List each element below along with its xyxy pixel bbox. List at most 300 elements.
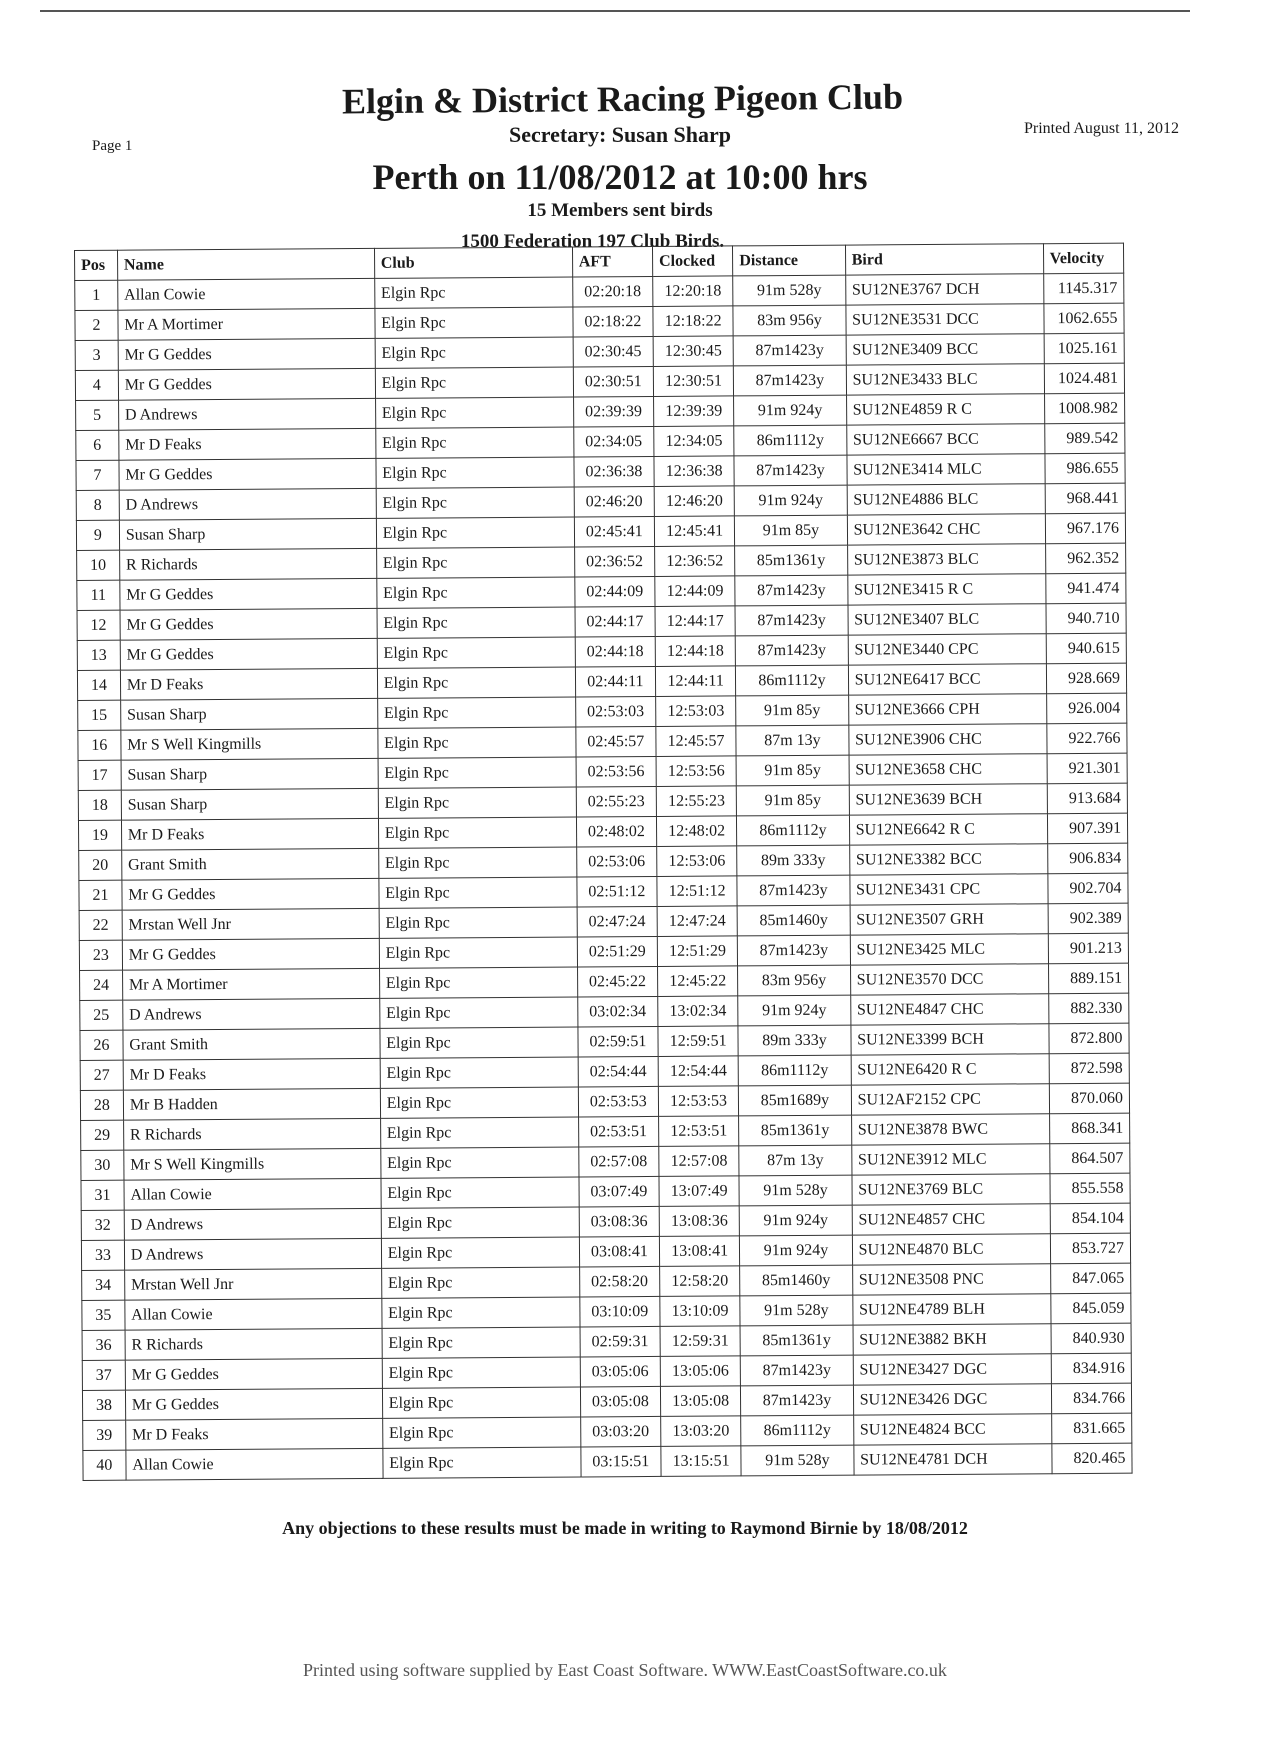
cell-distance: 85m1361y [740, 1325, 853, 1356]
cell-clocked: 12:46:20 [654, 486, 734, 517]
cell-name: Mr G Geddes [122, 938, 379, 970]
cell-pos: 38 [82, 1390, 125, 1420]
cell-aft: 02:46:20 [574, 486, 654, 517]
cell-bird: SU12NE3882 BKH [853, 1324, 1051, 1355]
cell-clocked: 12:54:44 [658, 1056, 738, 1087]
cell-distance: 87m1423y [740, 1355, 853, 1386]
cell-clocked: 12:53:56 [656, 756, 736, 787]
cell-name: Mr A Mortimer [122, 968, 379, 1000]
cell-aft: 02:39:39 [573, 396, 653, 427]
printed-date: Printed August 11, 2012 [1024, 120, 1179, 137]
cell-name: Susan Sharp [119, 518, 376, 550]
cell-aft: 02:58:20 [579, 1266, 659, 1297]
cell-pos: 40 [83, 1450, 126, 1480]
cell-pos: 7 [76, 460, 119, 490]
cell-aft: 03:10:09 [580, 1296, 660, 1327]
objections-notice: Any objections to these results must be made in writing to Raymond Birnie by 18/08/2012 [282, 1518, 968, 1538]
column-header-club: Club [374, 247, 572, 278]
cell-distance: 91m 528y [740, 1295, 853, 1326]
cell-club: Elgin Rpc [376, 457, 574, 488]
cell-name: Mr G Geddes [125, 1388, 382, 1420]
cell-aft: 02:53:51 [578, 1116, 658, 1147]
cell-bird: SU12NE6420 R C [851, 1054, 1049, 1085]
cell-clocked: 12:51:12 [657, 876, 737, 907]
column-header-name: Name [117, 248, 374, 280]
cell-club: Elgin Rpc [382, 1327, 580, 1358]
cell-velocity: 941.474 [1045, 573, 1126, 604]
cell-name: Mr G Geddes [120, 638, 377, 670]
cell-name: Mr G Geddes [118, 368, 375, 400]
cell-name: Mrstan Well Jnr [124, 1268, 381, 1300]
cell-velocity: 928.669 [1046, 663, 1127, 694]
cell-pos: 3 [75, 340, 118, 370]
cell-velocity: 845.059 [1050, 1293, 1131, 1324]
cell-club: Elgin Rpc [379, 907, 577, 938]
software-credit: Printed using software supplied by East Coast Software. WWW.EastCoastSoftware.co.uk [303, 1660, 947, 1680]
cell-bird: SU12NE4824 BCC [853, 1414, 1051, 1445]
cell-pos: 19 [78, 820, 121, 850]
cell-clocked: 12:34:05 [654, 426, 734, 457]
cell-velocity: 870.060 [1049, 1083, 1130, 1114]
cell-bird: SU12NE3769 BLC [852, 1174, 1050, 1205]
cell-club: Elgin Rpc [376, 517, 574, 548]
cell-club: Elgin Rpc [381, 1207, 579, 1238]
cell-bird: SU12NE6417 BCC [848, 664, 1046, 695]
cell-clocked: 12:20:18 [653, 276, 733, 307]
cell-name: Mr G Geddes [120, 578, 377, 610]
cell-bird: SU12NE3570 DCC [850, 964, 1048, 995]
cell-velocity: 847.065 [1050, 1263, 1131, 1294]
results-table [74, 243, 1133, 1481]
cell-velocity: 1025.161 [1044, 333, 1125, 364]
cell-aft: 02:30:51 [573, 366, 653, 397]
cell-aft: 02:51:29 [577, 936, 657, 967]
cell-aft: 02:45:57 [576, 726, 656, 757]
cell-name: D Andrews [118, 398, 375, 430]
cell-aft: 02:48:02 [576, 816, 656, 847]
cell-clocked: 12:53:51 [659, 1116, 739, 1147]
cell-name: Mr G Geddes [122, 878, 379, 910]
cell-bird: SU12NE6667 BCC [846, 424, 1044, 455]
cell-club: Elgin Rpc [377, 667, 575, 698]
cell-pos: 16 [78, 730, 121, 760]
cell-distance: 91m 528y [733, 275, 846, 306]
cell-clocked: 12:36:38 [654, 456, 734, 487]
cell-bird: SU12NE3426 DGC [853, 1384, 1051, 1415]
cell-pos: 26 [80, 1030, 123, 1060]
cell-clocked: 13:10:09 [660, 1296, 740, 1327]
cell-name: R Richards [123, 1118, 380, 1150]
cell-velocity: 921.301 [1047, 753, 1128, 784]
cell-aft: 03:05:06 [580, 1356, 660, 1387]
cell-name: Mr S Well Kingmills [124, 1148, 381, 1180]
cell-clocked: 12:55:23 [656, 786, 736, 817]
cell-pos: 6 [76, 430, 119, 460]
cell-velocity: 902.389 [1048, 903, 1129, 934]
cell-distance: 87m 13y [736, 725, 849, 756]
cell-club: Elgin Rpc [381, 1267, 579, 1298]
cell-club: Elgin Rpc [378, 847, 576, 878]
cell-bird: SU12NE4847 CHC [850, 994, 1048, 1025]
cell-bird: SU12NE3878 BWC [851, 1114, 1049, 1145]
cell-clocked: 12:18:22 [653, 306, 733, 337]
cell-pos: 5 [76, 400, 119, 430]
cell-pos: 34 [82, 1270, 125, 1300]
cell-club: Elgin Rpc [382, 1387, 580, 1418]
cell-clocked: 13:03:20 [661, 1416, 741, 1447]
cell-club: Elgin Rpc [383, 1447, 581, 1478]
cell-name: Allan Cowie [126, 1448, 383, 1480]
cell-club: Elgin Rpc [377, 607, 575, 638]
top-rule [40, 10, 1190, 12]
cell-velocity: 986.655 [1045, 453, 1126, 484]
cell-clocked: 13:02:34 [658, 996, 738, 1027]
cell-clocked: 12:44:11 [655, 666, 735, 697]
club-title: Elgin & District Racing Pigeon Club [341, 76, 904, 122]
cell-distance: 83m 956y [738, 965, 851, 996]
cell-aft: 02:20:18 [572, 276, 652, 307]
column-header-clocked: Clocked [652, 246, 732, 277]
cell-aft: 02:44:11 [575, 666, 655, 697]
cell-velocity: 913.684 [1047, 783, 1128, 814]
cell-velocity: 834.916 [1051, 1353, 1132, 1384]
cell-clocked: 13:08:36 [659, 1206, 739, 1237]
cell-pos: 27 [80, 1060, 123, 1090]
cell-clocked: 12:45:57 [656, 726, 736, 757]
cell-velocity: 962.352 [1045, 543, 1126, 574]
cell-name: Mr D Feaks [119, 428, 376, 460]
cell-club: Elgin Rpc [375, 427, 573, 458]
cell-club: Elgin Rpc [380, 1087, 578, 1118]
cell-clocked: 12:39:39 [654, 396, 734, 427]
cell-aft: 02:53:53 [578, 1086, 658, 1117]
cell-pos: 20 [79, 850, 122, 880]
cell-club: Elgin Rpc [378, 757, 576, 788]
cell-club: Elgin Rpc [375, 307, 573, 338]
cell-clocked: 13:07:49 [659, 1176, 739, 1207]
cell-bird: SU12NE3399 BCH [851, 1024, 1049, 1055]
cell-pos: 13 [77, 640, 120, 670]
cell-velocity: 820.465 [1052, 1443, 1133, 1474]
cell-name: Mr D Feaks [120, 668, 377, 700]
cell-club: Elgin Rpc [379, 937, 577, 968]
cell-pos: 8 [76, 490, 119, 520]
race-title: Perth on 11/08/2012 at 10:00 hrs [372, 157, 868, 197]
cell-distance: 86m1112y [734, 425, 847, 456]
cell-velocity: 854.104 [1050, 1203, 1131, 1234]
cell-clocked: 12:36:52 [655, 546, 735, 577]
cell-distance: 87m1423y [741, 1385, 854, 1416]
cell-aft: 03:05:08 [580, 1386, 660, 1417]
cell-aft: 02:45:41 [574, 516, 654, 547]
cell-bird: SU12NE3906 CHC [848, 724, 1046, 755]
cell-aft: 02:55:23 [576, 786, 656, 817]
cell-bird: SU12NE4886 BLC [847, 484, 1045, 515]
cell-pos: 33 [81, 1240, 124, 1270]
cell-velocity: 864.507 [1049, 1143, 1130, 1174]
cell-distance: 87m1423y [735, 635, 848, 666]
cell-pos: 2 [75, 310, 118, 340]
cell-club: Elgin Rpc [375, 337, 573, 368]
cell-aft: 03:02:34 [577, 996, 657, 1027]
cell-clocked: 12:44:18 [655, 636, 735, 667]
cell-distance: 87m1423y [734, 455, 847, 486]
cell-velocity: 882.330 [1048, 993, 1129, 1024]
cell-name: Allan Cowie [118, 278, 375, 310]
cell-name: Mr D Feaks [121, 818, 378, 850]
cell-club: Elgin Rpc [379, 997, 577, 1028]
cell-distance: 91m 85y [736, 695, 849, 726]
cell-club: Elgin Rpc [375, 397, 573, 428]
cell-aft: 02:51:12 [577, 876, 657, 907]
cell-aft: 02:36:38 [574, 456, 654, 487]
cell-aft: 02:53:03 [575, 696, 655, 727]
cell-aft: 02:57:08 [578, 1146, 658, 1177]
cell-bird: SU12NE3508 PNC [852, 1264, 1050, 1295]
cell-pos: 37 [82, 1360, 125, 1390]
cell-distance: 91m 528y [741, 1445, 854, 1476]
cell-distance: 85m1361y [739, 1115, 852, 1146]
cell-club: Elgin Rpc [380, 1057, 578, 1088]
cell-clocked: 12:51:29 [657, 936, 737, 967]
cell-distance: 85m1361y [735, 545, 848, 576]
cell-pos: 17 [78, 760, 121, 790]
cell-pos: 30 [81, 1150, 124, 1180]
cell-aft: 02:44:18 [575, 636, 655, 667]
cell-bird: SU12NE6642 R C [849, 814, 1047, 845]
cell-clocked: 12:44:09 [655, 576, 735, 607]
cell-bird: SU12NE4789 BLH [852, 1294, 1050, 1325]
cell-name: R Richards [119, 548, 376, 580]
cell-velocity: 922.766 [1046, 723, 1127, 754]
cell-velocity: 940.615 [1046, 633, 1127, 664]
cell-pos: 1 [75, 280, 118, 310]
cell-name: Mr G Geddes [125, 1358, 382, 1390]
cell-name: Susan Sharp [120, 698, 377, 730]
cell-name: Mr G Geddes [120, 608, 377, 640]
column-header-distance: Distance [733, 245, 846, 276]
cell-distance: 87m1423y [738, 935, 851, 966]
cell-clocked: 13:08:41 [659, 1236, 739, 1267]
cell-pos: 25 [80, 1000, 123, 1030]
cell-aft: 03:08:36 [579, 1206, 659, 1237]
column-header-bird: Bird [845, 244, 1043, 275]
cell-name: Mr D Feaks [125, 1418, 382, 1450]
cell-velocity: 831.665 [1051, 1413, 1132, 1444]
cell-aft: 03:08:41 [579, 1236, 659, 1267]
cell-pos: 31 [81, 1180, 124, 1210]
cell-pos: 28 [80, 1090, 123, 1120]
cell-pos: 12 [77, 610, 120, 640]
cell-name: Mr G Geddes [118, 338, 375, 370]
cell-velocity: 926.004 [1046, 693, 1127, 724]
cell-bird: SU12NE4781 DCH [854, 1444, 1052, 1475]
cell-clocked: 13:15:51 [661, 1446, 741, 1477]
cell-aft: 02:53:56 [576, 756, 656, 787]
cell-name: Mr B Hadden [123, 1088, 380, 1120]
cell-pos: 18 [78, 790, 121, 820]
cell-pos: 35 [82, 1300, 125, 1330]
cell-clocked: 13:05:06 [660, 1356, 740, 1387]
cell-distance: 87m 13y [739, 1145, 852, 1176]
cell-aft: 03:15:51 [581, 1446, 661, 1477]
cell-name: D Andrews [124, 1238, 381, 1270]
cell-distance: 91m 924y [738, 995, 851, 1026]
cell-club: Elgin Rpc [377, 577, 575, 608]
cell-aft: 03:07:49 [579, 1176, 659, 1207]
page-number: Page 1 [92, 138, 133, 154]
table-row [83, 1443, 1132, 1480]
column-header-velocity: Velocity [1043, 243, 1124, 274]
cell-club: Elgin Rpc [382, 1297, 580, 1328]
cell-aft: 02:45:22 [577, 966, 657, 997]
cell-aft: 03:03:20 [580, 1416, 660, 1447]
members-sent: 15 Members sent birds [527, 200, 713, 221]
cell-velocity: 868.341 [1049, 1113, 1130, 1144]
cell-bird: SU12NE3767 DCH [845, 274, 1043, 305]
cell-name: Allan Cowie [125, 1298, 382, 1330]
cell-velocity: 853.727 [1050, 1233, 1131, 1264]
cell-velocity: 967.176 [1045, 513, 1126, 544]
cell-aft: 02:30:45 [573, 336, 653, 367]
cell-pos: 22 [79, 910, 122, 940]
cell-velocity: 906.834 [1047, 843, 1128, 874]
cell-distance: 91m 85y [735, 515, 848, 546]
cell-bird: SU12NE3431 CPC [850, 874, 1048, 905]
cell-distance: 86m1112y [738, 1055, 851, 1086]
cell-club: Elgin Rpc [378, 817, 576, 848]
cell-clocked: 12:58:20 [660, 1266, 740, 1297]
cell-pos: 24 [80, 970, 123, 1000]
cell-bird: SU12NE3666 CPH [848, 694, 1046, 725]
cell-aft: 02:59:51 [578, 1026, 658, 1057]
cell-bird: SU12NE3642 CHC [847, 514, 1045, 545]
cell-clocked: 12:45:22 [658, 966, 738, 997]
cell-aft: 02:34:05 [573, 426, 653, 457]
cell-clocked: 12:30:51 [653, 366, 733, 397]
cell-aft: 02:44:09 [575, 576, 655, 607]
cell-velocity: 872.598 [1049, 1053, 1130, 1084]
cell-aft: 02:44:17 [575, 606, 655, 637]
cell-club: Elgin Rpc [380, 1147, 578, 1178]
cell-distance: 91m 924y [734, 395, 847, 426]
column-header-pos: Pos [75, 250, 118, 280]
cell-club: Elgin Rpc [376, 487, 574, 518]
cell-club: Elgin Rpc [379, 967, 577, 998]
cell-pos: 11 [77, 580, 120, 610]
cell-velocity: 1008.982 [1044, 393, 1125, 424]
cell-club: Elgin Rpc [381, 1237, 579, 1268]
cell-bird: SU12NE3658 CHC [849, 754, 1047, 785]
cell-velocity: 840.930 [1051, 1323, 1132, 1354]
cell-distance: 91m 924y [734, 485, 847, 516]
cell-club: Elgin Rpc [376, 547, 574, 578]
cell-clocked: 12:53:53 [658, 1086, 738, 1117]
cell-pos: 29 [81, 1120, 124, 1150]
cell-pos: 14 [77, 670, 120, 700]
cell-name: R Richards [125, 1328, 382, 1360]
cell-name: Grant Smith [123, 1028, 380, 1060]
cell-distance: 91m 528y [739, 1175, 852, 1206]
cell-pos: 15 [78, 700, 121, 730]
cell-velocity: 968.441 [1045, 483, 1126, 514]
cell-name: D Andrews [124, 1208, 381, 1240]
cell-name: D Andrews [123, 998, 380, 1030]
cell-bird: SU12NE3873 BLC [847, 544, 1045, 575]
cell-clocked: 12:53:03 [656, 696, 736, 727]
federation-info: 1500 Federation 197 Club Birds. [460, 231, 725, 252]
cell-velocity: 855.558 [1050, 1173, 1131, 1204]
cell-name: Mr S Well Kingmills [121, 728, 378, 760]
cell-velocity: 1062.655 [1044, 303, 1125, 334]
cell-bird: SU12NE3639 BCH [849, 784, 1047, 815]
cell-distance: 87m1423y [737, 875, 850, 906]
cell-distance: 85m1460y [740, 1265, 853, 1296]
cell-name: Mr D Feaks [123, 1058, 380, 1090]
cell-distance: 83m 956y [733, 305, 846, 336]
cell-pos: 10 [77, 550, 120, 580]
cell-club: Elgin Rpc [378, 787, 576, 818]
results-body [75, 273, 1132, 1480]
cell-club: Elgin Rpc [382, 1357, 580, 1388]
cell-velocity: 901.213 [1048, 933, 1129, 964]
cell-bird: SU12NE3427 DGC [853, 1354, 1051, 1385]
cell-velocity: 907.391 [1047, 813, 1128, 844]
cell-velocity: 940.710 [1046, 603, 1127, 634]
cell-club: Elgin Rpc [377, 637, 575, 668]
cell-distance: 86m1112y [737, 815, 850, 846]
cell-aft: 02:36:52 [574, 546, 654, 577]
cell-bird: SU12NE3531 DCC [846, 304, 1044, 335]
cell-bird: SU12NE3507 GRH [850, 904, 1048, 935]
cell-distance: 86m1112y [741, 1415, 854, 1446]
cell-clocked: 12:48:02 [656, 816, 736, 847]
cell-distance: 85m1460y [737, 905, 850, 936]
cell-velocity: 872.800 [1049, 1023, 1130, 1054]
cell-distance: 91m 85y [737, 785, 850, 816]
cell-distance: 85m1689y [739, 1085, 852, 1116]
cell-clocked: 12:53:06 [657, 846, 737, 877]
cell-club: Elgin Rpc [381, 1177, 579, 1208]
cell-name: Grant Smith [122, 848, 379, 880]
cell-club: Elgin Rpc [379, 877, 577, 908]
cell-club: Elgin Rpc [378, 727, 576, 758]
cell-bird: SU12NE4857 CHC [852, 1204, 1050, 1235]
cell-name: Mrstan Well Jnr [122, 908, 379, 940]
cell-clocked: 12:57:08 [659, 1146, 739, 1177]
cell-clocked: 12:44:17 [655, 606, 735, 637]
cell-aft: 02:59:31 [580, 1326, 660, 1357]
cell-clocked: 12:30:45 [653, 336, 733, 367]
cell-velocity: 1145.317 [1043, 273, 1124, 304]
cell-name: Susan Sharp [121, 788, 378, 820]
cell-clocked: 12:59:31 [660, 1326, 740, 1357]
cell-velocity: 834.766 [1051, 1383, 1132, 1414]
cell-distance: 89m 333y [737, 845, 850, 876]
cell-bird: SU12NE3415 R C [847, 574, 1045, 605]
cell-distance: 89m 333y [738, 1025, 851, 1056]
cell-pos: 36 [82, 1330, 125, 1360]
cell-distance: 87m1423y [735, 575, 848, 606]
cell-club: Elgin Rpc [377, 697, 575, 728]
cell-name: Mr G Geddes [119, 458, 376, 490]
cell-clocked: 12:45:41 [654, 516, 734, 547]
cell-bird: SU12NE3407 BLC [848, 604, 1046, 635]
cell-club: Elgin Rpc [382, 1417, 580, 1448]
cell-club: Elgin Rpc [380, 1027, 578, 1058]
cell-club: Elgin Rpc [380, 1117, 578, 1148]
cell-velocity: 989.542 [1044, 423, 1125, 454]
